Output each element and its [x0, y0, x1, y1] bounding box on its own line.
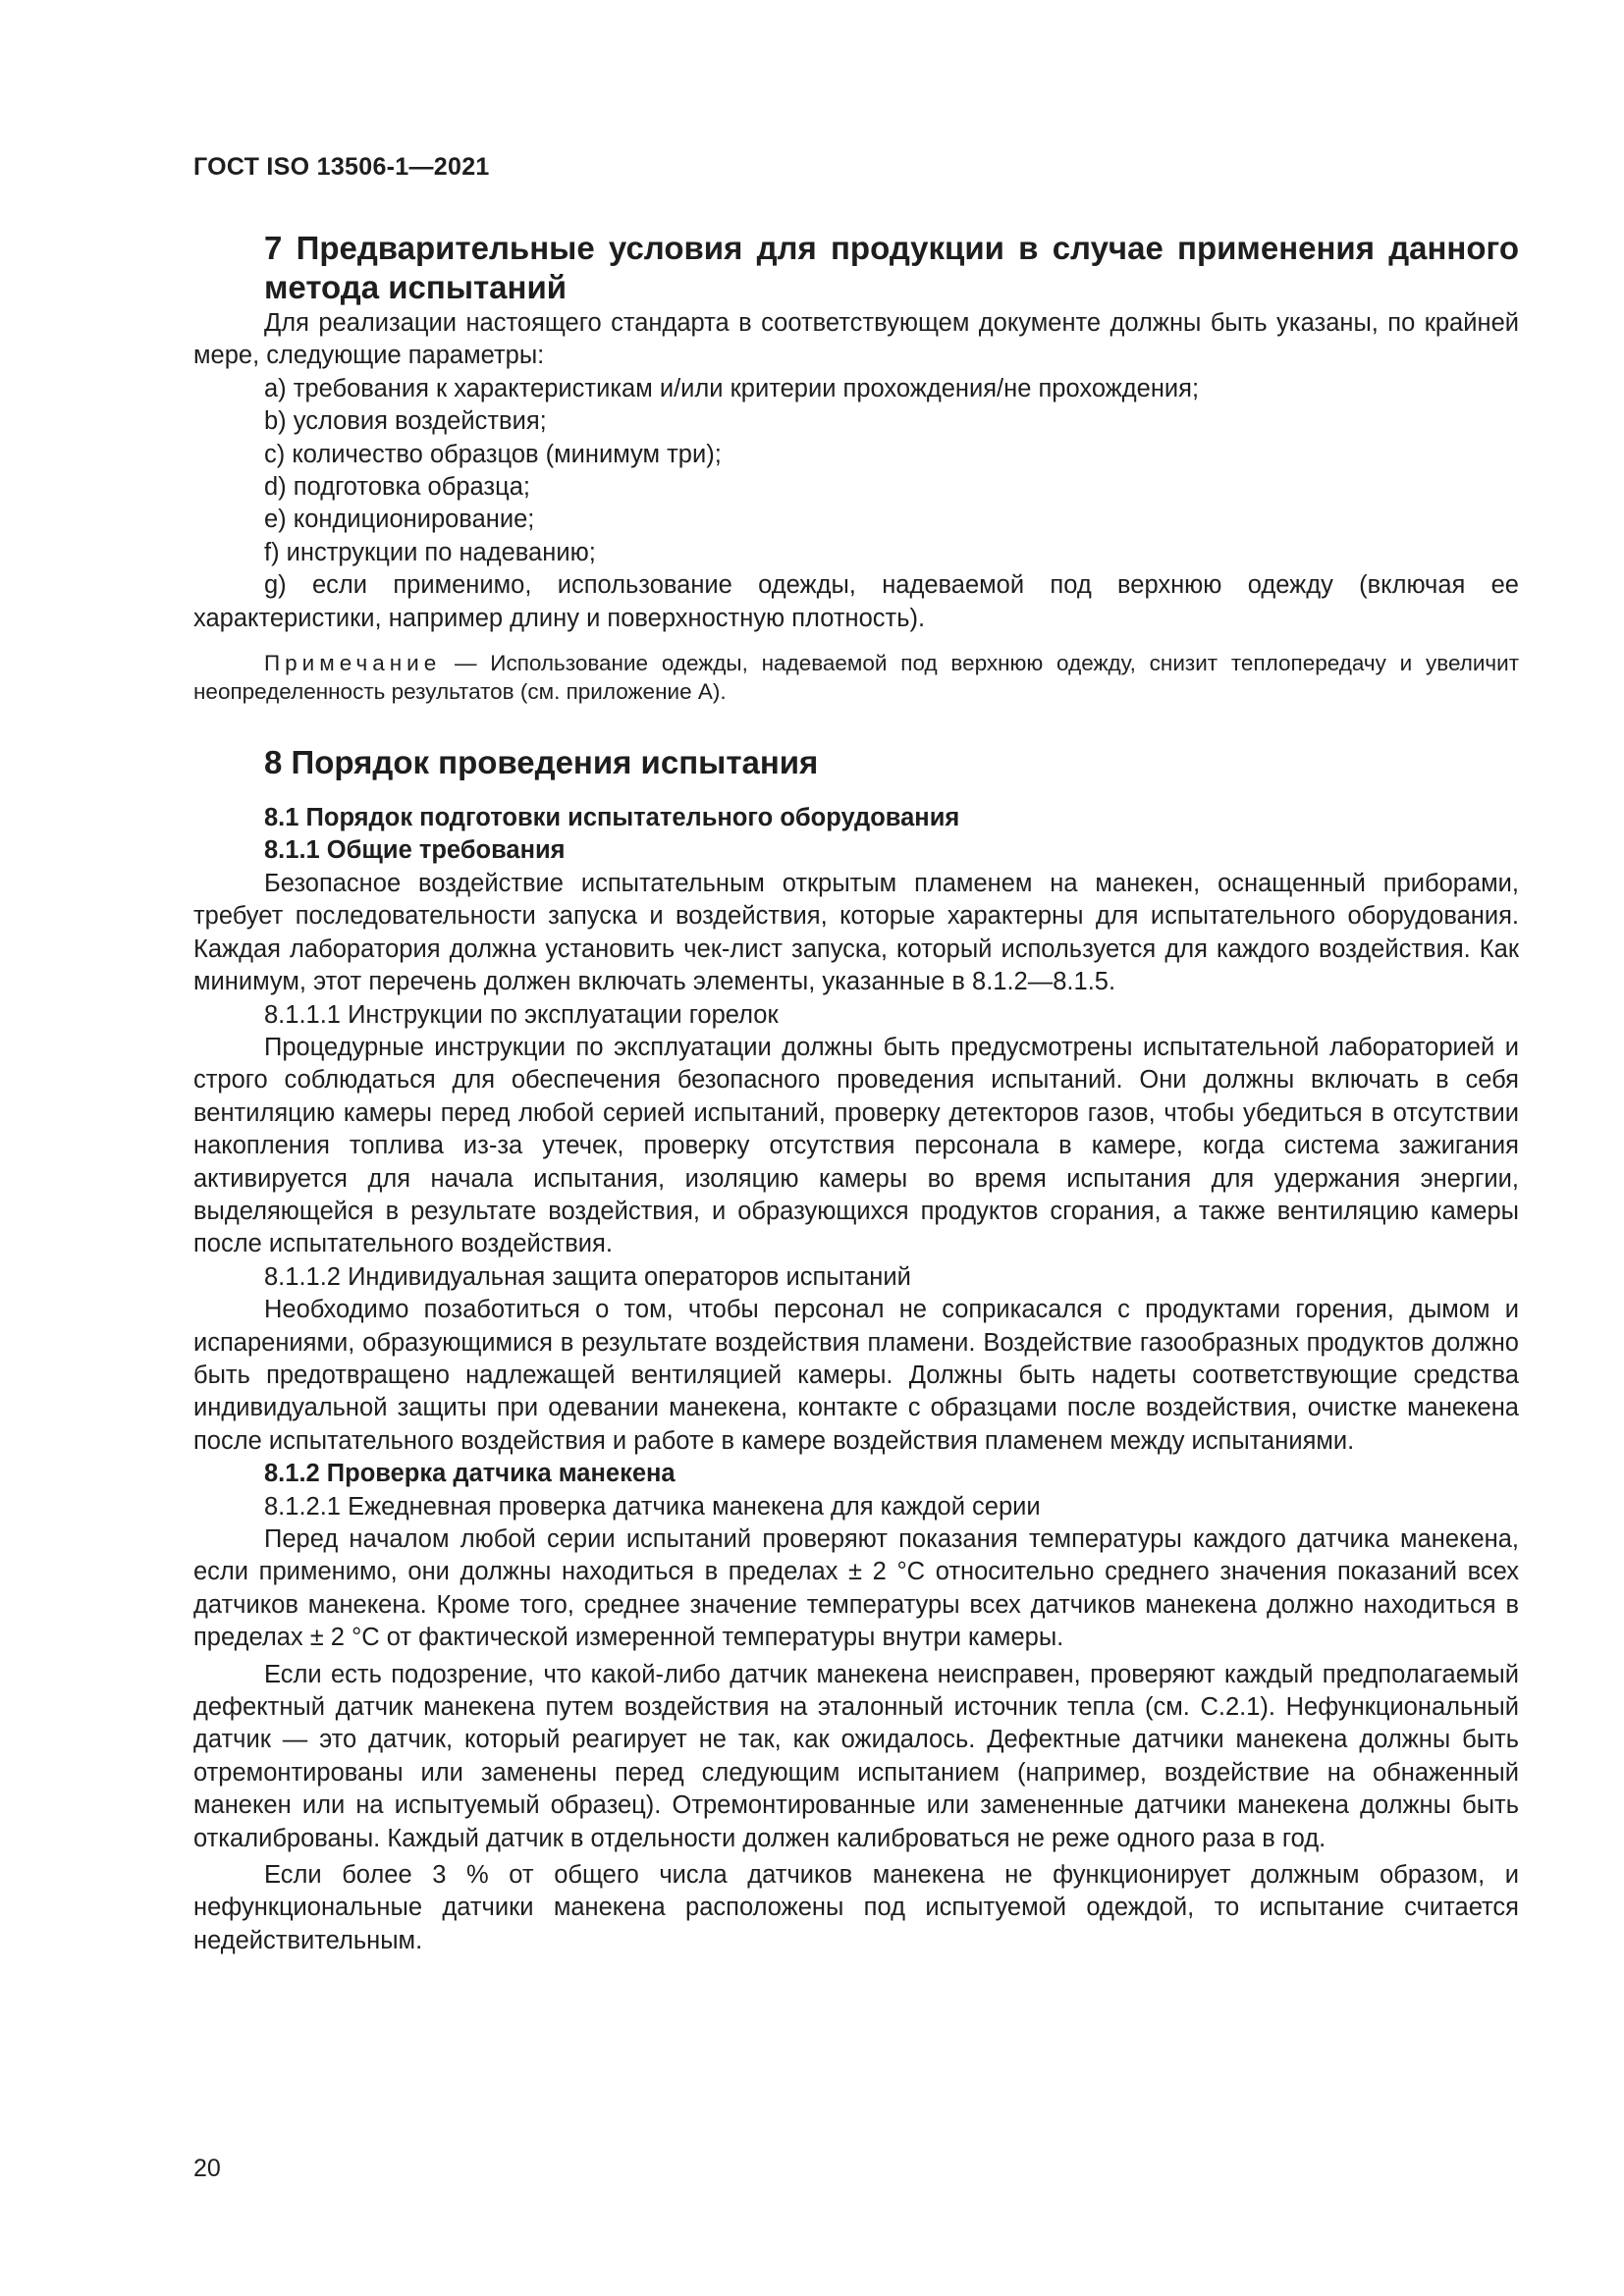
paragraph-8-1-1-2: Необходимо позаботиться о том, чтобы персонал не соприкасался с продуктами горения, дымом и испарениями, образующимися в результате воздействия пламени. Воздействие газообразных продуктов должно быть предотвращено надлежащей вентиляцией камеры. Должны быть надеты соответствующие средства индивидуальной защиты при одевании манекена, контакте с образцами после воздействия, очистке манекена после испытательного воздействия и работе в камере воздействия пламенем между испытаниями.: [193, 1296, 1519, 1455]
paragraph-8-1-1-1: Процедурные инструкции по эксплуатации должны быть предусмотрены испытательной лабораторией и строго соблюдаться для обеспечения безопасного проведения испытаний. Они должны включать в себя вентиляцию камеры перед любой серией испытаний, проверку детекторов газов, чтобы убедиться в отсутствии накопления топлива из-за утечек, проверку отсутствия персонала в камере, когда система зажигания активируется для начала испытания, изоляцию камеры во время испытания для удержания энергии, выделяющейся в результате воздействия, и образующихся продуктов сгорания, а также вентиляцию камеры после испытательного воздействия.: [193, 1033, 1519, 1258]
page-body: [193, 229, 1519, 1957]
list-item-g: g) если применимо, использование одежды, надеваемой под верхнюю одежду (включая ее характеристики, например длину и поверхностную плотность).: [193, 571, 1519, 632]
list-item: a) требования к характеристикам и/или критерии прохождения/не прохождения;: [264, 374, 1200, 402]
subsection-8-1-1-heading: 8.1.1 Общие требования: [264, 836, 566, 865]
clause-8-1-1-2-heading: 8.1.1.2 Индивидуальная защита операторов испытаний: [264, 1262, 911, 1291]
clause-8-1-1-1-heading: 8.1.1.1 Инструкции по эксплуатации горелок: [264, 1000, 779, 1029]
list-item: c) количество образцов (минимум три);: [264, 440, 722, 468]
section-8-heading: 8 Порядок проведения испытания: [264, 744, 819, 781]
list-item: f) инструкции по надеванию;: [264, 538, 596, 566]
list-item: e) кондиционирование;: [264, 506, 535, 534]
page-number: 20: [193, 2155, 221, 2182]
paragraph-8-1-1: Безопасное воздействие испытательным открытым пламенем на манекен, оснащенный приборами, требует последовательности запуска и воздействия, которые характерны для испытательного оборудования. Каждая лаборатория должна установить чек-лист запуска, который используется для каждого воздействия. Как минимум, этот перечень должен включать элементы, указанные в 8.1.2—8.1.5.: [193, 869, 1519, 996]
list-item: b) условия воздействия;: [264, 407, 547, 436]
note-text: — Использование одежды, надеваемой под верхнюю одежду, снизит теплопередачу и увеличит неопределенность результатов (см. приложение А).: [193, 651, 1519, 705]
note-label: Примечание: [264, 651, 442, 676]
section-7-intro: Для реализации настоящего стандарта в соответствующем документе должны быть указаны, по крайней мере, следующие параметры:: [193, 309, 1519, 370]
paragraph-8-1-2-1-c: Если более 3 % от общего числа датчиков манекена не функционирует должным образом, и нефункциональные датчики манекена расположены под испытуемой одеждой, то испытание считается недействительным.: [193, 1861, 1519, 1954]
subsection-8-1-heading: 8.1 Порядок подготовки испытательного оборудования: [264, 804, 960, 832]
subsection-8-1-2-heading: 8.1.2 Проверка датчика манекена: [264, 1460, 676, 1488]
paragraph-8-1-2-1-a: Перед началом любой серии испытаний проверяют показания температуры каждого датчика манекена, если применимо, они должны находиться в пределах ± 2 °С относительно среднего значения показаний всех датчиков манекена. Кроме того, среднее значение температуры всех датчиков манекена должно находиться в пределах ± 2 °С от фактической измеренной температуры внутри камеры.: [193, 1525, 1519, 1652]
paragraph-8-1-2-1-b: Если есть подозрение, что какой-либо датчик манекена неисправен, проверяют каждый предполагаемый дефектный датчик манекена путем воздействия на эталонный источник тепла (см. С.2.1). Нефункциональный датчик — это датчик, который реагирует не так, как ожидалось. Дефектные датчики манекена должны быть отремонтированы или заменены перед следующим испытанием (например, воздействие на обнаженный манекен или на испытуемый образец). Отремонтированные или замененные датчики манекена должны быть откалиброваны. Каждый датчик в отдельности должен калиброваться не реже одного раза в год.: [193, 1660, 1519, 1852]
clause-8-1-2-1-heading: 8.1.2.1 Ежедневная проверка датчика манекена для каждой серии: [264, 1492, 1041, 1521]
section-7-heading: 7 Предварительные условия для продукции в случае применения данного метода испытаний: [264, 230, 1519, 305]
list-item: d) подготовка образца;: [264, 473, 530, 502]
running-header: ГОСТ ISO 13506-1—2021: [193, 153, 490, 181]
note: [193, 649, 1519, 706]
